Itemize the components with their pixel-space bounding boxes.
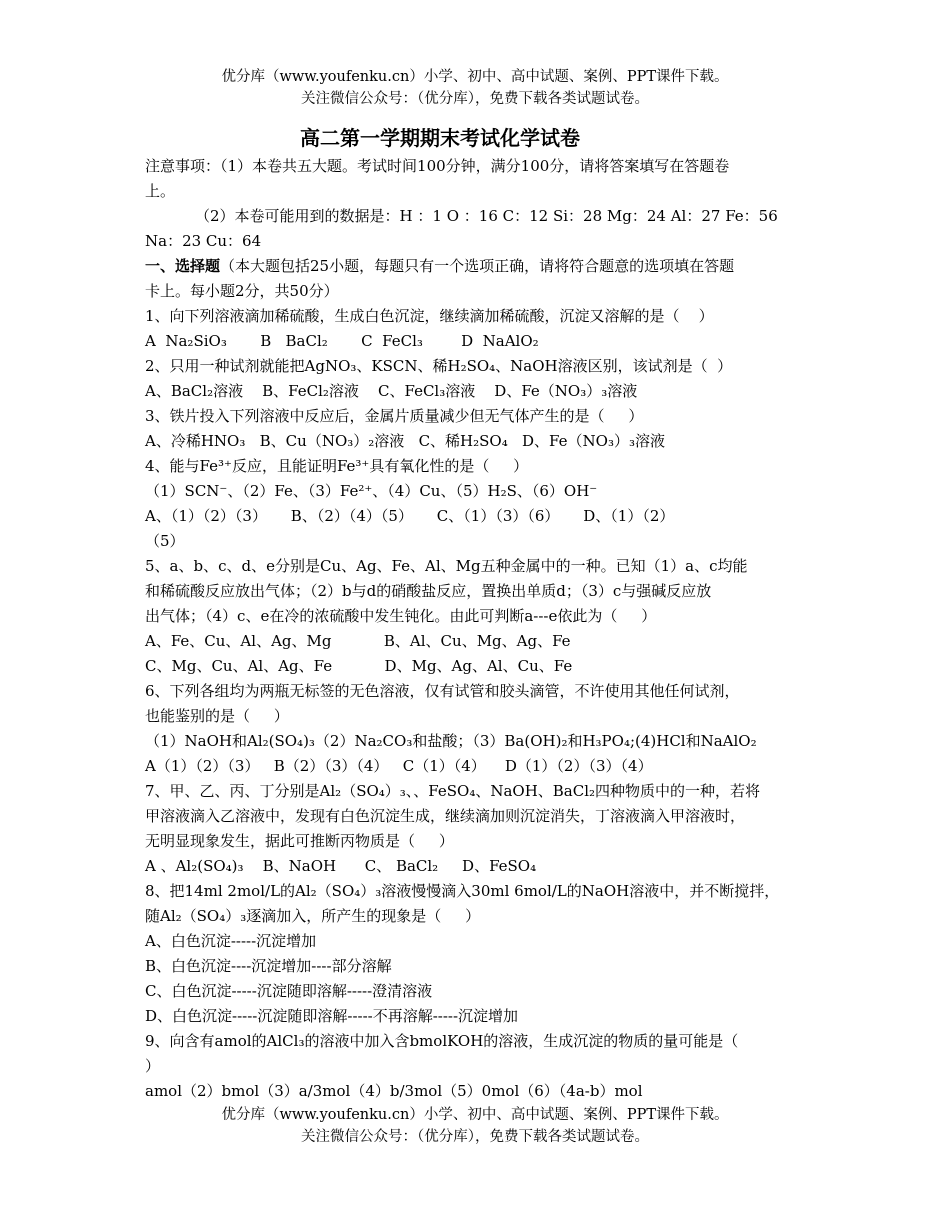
question-5-options-2: C、Mg、Cu、Al、Ag、Fe D、Mg、Ag、Al、Cu、Fe [145,657,573,675]
question-4-species: （1）SCN⁻、（2）Fe、（3）Fe²⁺、（4）Cu、（5）H₂S、（6）OH⁻ [145,482,598,500]
notes-line-1b: 上。 [145,182,176,200]
section-heading-line [145,254,815,279]
question-7-line-c: 无明显现象发生，据此可推断丙物质是（ ） [145,832,454,850]
question-3: 3、铁片投入下列溶液中反应后，金属片质量减少但无气体产生的是（ ） [145,407,644,425]
question-7-line-b: 甲溶液滴入乙溶液中，发现有白色沉淀生成，继续滴加则沉淀消失，丁溶液滴入甲溶液时， [145,807,746,825]
document-body [145,122,815,1104]
question-5-line-b: 和稀硫酸反应放出气体；（2）b与d的硝酸盐反应，置换出单质d；（3）c与强碱反应放 [145,582,712,600]
banner-line-1: 优分库（www.youfenku.cn）小学、初中、高中试题、案例、PPT课件下载。 [221,69,729,85]
question-5-line-c: 出气体；（4）c、e在冷的浓硫酸中发生钝化。由此可判断a---e依此为（ ） [145,607,657,625]
question-5-options-1: A、Fe、Cu、Al、Ag、Mg B、Al、Cu、Mg、Ag、Fe [145,632,571,650]
question-9-line-a: 9、向含有amol的AlCl₃的溶液中加入含bmolKOH的溶液，生成沉淀的物质的量可能是（ [145,1032,739,1050]
page-title: 高二第一学期期末考试化学试卷 [300,126,580,150]
section-heading: 一、选择题 [145,257,221,275]
question-8-option-d: D、白色沉淀-----沉淀随即溶解-----不再溶解-----沉淀增加 [145,1007,519,1025]
footer-line-1: 优分库（www.youfenku.cn）小学、初中、高中试题、案例、PPT课件下载。 [221,1107,729,1123]
question-3-options: A、冷稀HNO₃ B、Cu（NO₃）₂溶液 C、稀H₂SO₄ D、Fe（NO₃）₃溶液 [145,432,665,450]
section-desc-a: （本大题包括25小题，每题只有一个选项正确，请将符合题意的选项填在答题 [220,257,735,275]
footer-banner [0,1104,950,1148]
question-9-line-b: ） [145,1057,161,1075]
question-6-pairs: （1）NaOH和Al₂(SO₄)₃（2）Na₂CO₃和盐酸；（3）Ba(OH)₂和H₃PO₄;(4)HCl和NaAlO₂ [145,732,757,750]
question-4: 4、能与Fe³⁺反应，且能证明Fe³⁺具有氧化性的是（ ） [145,457,529,475]
question-6-options: A（1）（2）（3） B（2）（3）（4） C（1）（4） D（1）（2）（3）（4） [145,757,653,775]
notes-line-1a: 注意事项：（1）本卷共五大题。考试时间100分钟，满分100分，请将答案填写在答题卷 [145,157,730,175]
question-8-option-c: C、白色沉淀-----沉淀随即溶解-----澄清溶液 [145,982,433,1000]
question-7-line-a: 7、甲、乙、丙、丁分别是Al₂（SO₄）₃、、FeSO₄、NaOH、BaCl₂四种物质中的一种，若将 [145,782,761,800]
notes-line-2a: （2）本卷可能用到的数据是：H ：1 O ：16 C：12 Si：28 Mg：24 Al：27 Fe：56 [195,207,778,225]
header-banner [0,66,950,110]
question-6-line-b: 也能鉴别的是（ ） [145,707,289,725]
question-8-line-a: 8、把14ml 2mol/L的Al₂（SO₄）₃溶液慢慢滴入30ml 6mol/L的NaOH溶液中，并不断搅拌， [145,882,780,900]
question-2: 2、只用一种试剂就能把AgNO₃、KSCN、稀H₂SO₄、NaOH溶液区别，该试剂是（ ） [145,357,733,375]
notes-line-2b: Na：23 Cu：64 [145,232,262,250]
banner-line-2: 关注微信公众号：（优分库），免费下载各类试题试卷。 [301,91,649,107]
question-8-option-b: B、白色沉淀----沉淀增加----部分溶解 [145,957,392,975]
footer-line-2: 关注微信公众号：（优分库），免费下载各类试题试卷。 [301,1129,649,1145]
question-7-options: A 、Al₂(SO₄)₃ B、NaOH C、 BaCl₂ D、FeSO₄ [145,857,537,875]
question-8-option-a: A、白色沉淀-----沉淀增加 [145,932,317,950]
section-desc-b: 卡上。每小题2分，共50分） [145,282,339,300]
question-9-choices: amol（2）bmol（3）a/3mol（4）b/3mol（5）0mol（6）（4a-b）mol [145,1082,643,1100]
question-8-line-b: 随Al₂（SO₄）₃逐滴加入，所产生的现象是（ ） [145,907,481,925]
question-1: 1、向下列溶液滴加稀硫酸，生成白色沉淀，继续滴加稀硫酸，沉淀又溶解的是（ ） [145,307,714,325]
question-4-options-cont: （5） [145,532,185,550]
question-4-options: A、（1）（2）（3） B、（2）（4）（5） C、（1）（3）（6） D、（1）（2） [145,507,675,525]
question-6-line-a: 6、下列各组均为两瓶无标签的无色溶液，仅有试管和胶头滴管，不许使用其他任何试剂， [145,682,740,700]
question-2-options: A、BaCl₂溶液 B、FeCl₂溶液 C、FeCl₃溶液 D、Fe（NO₃）₃溶液 [145,382,638,400]
question-1-options: A Na₂SiO₃ B BaCl₂ C FeCl₃ D NaAlO₂ [145,332,539,350]
question-5-line-a: 5、a、b、c、d、e分别是Cu、Ag、Fe、Al、Mg五种金属中的一种。已知（1）a、c均能 [145,557,748,575]
